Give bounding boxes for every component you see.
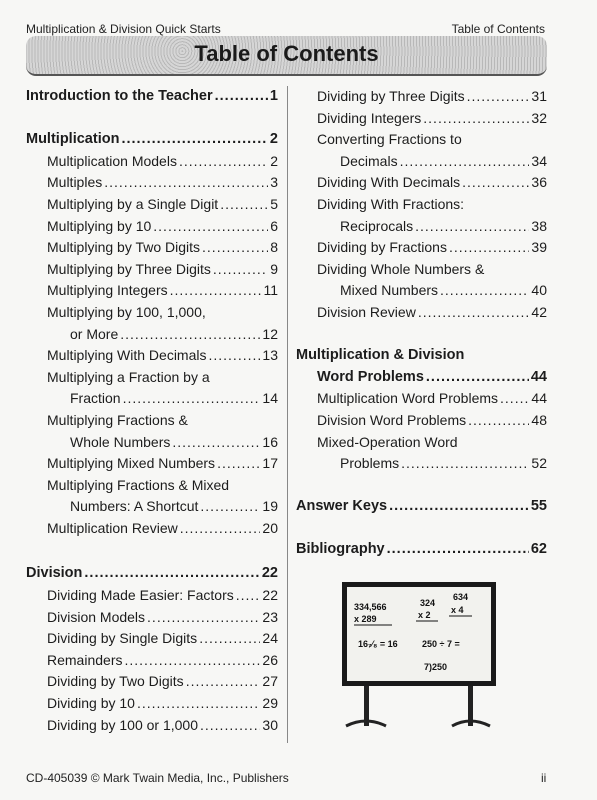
toc-entry-division[interactable] xyxy=(26,563,278,585)
toc-entry-page: 13 xyxy=(262,347,278,364)
toc-entry-page: 55 xyxy=(530,498,547,515)
toc-entry-page: 34 xyxy=(531,152,547,169)
toc-entry-title: Numbers: A Shortcut xyxy=(70,498,199,515)
leader-dots xyxy=(147,607,260,629)
leader-dots xyxy=(220,194,268,216)
toc-entry-page: 19 xyxy=(262,498,278,515)
toc-entry[interactable] xyxy=(26,628,278,650)
toc-entry-page: 39 xyxy=(531,239,547,256)
toc-entry-title: Word Problems xyxy=(317,368,424,385)
toc-entry-page: 42 xyxy=(531,303,547,320)
leader-dots xyxy=(199,628,260,650)
toc-entry[interactable] xyxy=(26,585,278,607)
toc-entry-intro[interactable] xyxy=(26,86,278,108)
toc-entry-page: 22 xyxy=(261,565,278,582)
toc-entry[interactable] xyxy=(26,280,278,302)
toc-entry-title: Decimals xyxy=(340,152,398,169)
toc-entry-page: 44 xyxy=(531,390,547,407)
board-problem-2-bottom: x 2 xyxy=(418,610,431,620)
board-problem-1-bottom: x 289 xyxy=(354,614,377,624)
toc-entry-page: 2 xyxy=(269,131,278,148)
leader-dots xyxy=(387,539,529,561)
board-problem-3-bottom: x 4 xyxy=(451,605,464,615)
toc-entry-page: 2 xyxy=(270,152,278,169)
leader-dots xyxy=(180,518,261,540)
leader-dots xyxy=(467,86,530,108)
toc-entry-title: Answer Keys xyxy=(296,498,388,515)
leader-dots xyxy=(426,367,529,389)
board-problem-1-top: 334,566 xyxy=(354,602,387,612)
leader-dots xyxy=(215,86,268,108)
toc-entry-title: Dividing by Fractions xyxy=(317,239,447,256)
toc-entry-title[interactable]: Dividing With Fractions: xyxy=(317,195,465,212)
toc-entry[interactable] xyxy=(26,607,278,629)
toc-entry-continuation[interactable] xyxy=(26,324,278,346)
leader-dots xyxy=(213,259,268,281)
chalkboard-stand xyxy=(346,680,490,726)
toc-entry-page: 48 xyxy=(531,411,547,428)
toc-right-column xyxy=(296,86,547,561)
leader-dots xyxy=(440,280,529,302)
toc-entry-title: Dividing With Decimals xyxy=(317,174,461,191)
toc-entry-page: 5 xyxy=(270,195,278,212)
toc-entry-page: 40 xyxy=(531,282,547,299)
toc-entry-page: 29 xyxy=(262,695,278,712)
column-divider xyxy=(287,86,288,743)
toc-entry[interactable] xyxy=(296,108,547,130)
leader-dots xyxy=(449,237,529,259)
toc-entry[interactable] xyxy=(26,259,278,281)
toc-entry-page: 11 xyxy=(263,282,278,299)
footer-page-number: ii xyxy=(541,771,547,785)
toc-entry-continuation[interactable] xyxy=(296,453,547,475)
toc-entry[interactable] xyxy=(296,172,547,194)
footer-publisher: CD-405039 © Mark Twain Media, Inc., Publishers xyxy=(26,771,289,785)
leader-dots xyxy=(400,151,530,173)
toc-entry-title: Fraction xyxy=(70,390,121,407)
toc-entry-title[interactable]: Multiplying Fractions & xyxy=(47,411,188,428)
board-problem-4: 16₇⁄₈ = 16 xyxy=(358,639,398,649)
toc-entry-continuation[interactable] xyxy=(296,216,547,238)
leader-dots xyxy=(179,151,268,173)
toc-entry-continuation[interactable] xyxy=(26,432,278,454)
toc-entry-title: Problems xyxy=(340,455,400,472)
toc-entry-title[interactable]: Mixed-Operation Word xyxy=(317,433,458,450)
page-title: Table of Contents xyxy=(194,41,379,66)
toc-entry-page: 32 xyxy=(531,109,547,126)
leader-dots xyxy=(84,563,259,585)
toc-entry-page: 38 xyxy=(531,217,547,234)
toc-entry-title: Dividing Made Easier: Factors xyxy=(47,587,234,604)
toc-entry-page: 22 xyxy=(262,587,278,604)
toc-entry-title: Bibliography xyxy=(296,541,385,558)
toc-entry-page: 44 xyxy=(530,368,547,385)
toc-entry[interactable] xyxy=(26,650,278,672)
toc-entry-title: Multiplying Mixed Numbers xyxy=(47,455,216,472)
toc-entry-page: 20 xyxy=(262,519,278,536)
toc-entry-page: 62 xyxy=(530,541,547,558)
leader-dots xyxy=(236,585,261,607)
toc-entry-continuation[interactable] xyxy=(296,151,547,173)
leader-dots xyxy=(208,345,260,367)
toc-entry-word-problems-title[interactable]: Multiplication & Division xyxy=(296,347,465,364)
toc-entry-title: Multiplying by Three Digits xyxy=(47,260,211,277)
leader-dots xyxy=(415,216,529,238)
toc-entry[interactable] xyxy=(26,151,278,173)
toc-entry[interactable] xyxy=(26,671,278,693)
toc-entry[interactable] xyxy=(26,194,278,216)
leader-dots xyxy=(153,216,268,238)
toc-entry-title: Multiplication Models xyxy=(47,152,177,169)
toc-entry-title: Dividing Integers xyxy=(317,109,422,126)
leader-dots xyxy=(418,302,530,324)
toc-entry-title: Multiplication xyxy=(26,131,120,148)
leader-dots xyxy=(120,324,260,346)
title-banner xyxy=(26,36,547,76)
toc-entry-title[interactable]: Multiplying a Fraction by a xyxy=(47,368,210,385)
toc-entry-page: 3 xyxy=(270,174,278,191)
toc-entry-page: 52 xyxy=(531,455,547,472)
toc-entry-page: 1 xyxy=(269,88,278,104)
section-header: Table of Contents xyxy=(451,22,545,36)
toc-entry-page: 8 xyxy=(270,239,278,256)
toc-entry-page: 36 xyxy=(531,174,547,191)
toc-entry-title: Division Word Problems xyxy=(317,411,467,428)
toc-entry-page: 9 xyxy=(270,260,278,277)
chalkboard-illustration xyxy=(340,580,500,730)
toc-entry-title: or More xyxy=(70,325,119,342)
toc-entry-multiplication[interactable] xyxy=(26,129,278,151)
toc-entry-title: Dividing by 100 or 1,000 xyxy=(47,716,198,733)
leader-dots xyxy=(200,715,260,737)
board-problem-2-top: 324 xyxy=(420,598,436,608)
toc-entry-page: 27 xyxy=(262,673,278,690)
toc-entry[interactable] xyxy=(26,453,278,475)
toc-entry[interactable] xyxy=(26,715,278,737)
toc-entry-title: Dividing by Single Digits xyxy=(47,630,198,647)
toc-entry-title: Multiplying by Two Digits xyxy=(47,239,201,256)
toc-entry-title[interactable]: Dividing Whole Numbers & xyxy=(317,260,485,277)
leader-dots xyxy=(462,172,529,194)
toc-entry-page: 6 xyxy=(270,217,278,234)
toc-entry-answer-keys[interactable] xyxy=(296,496,547,518)
toc-entry-page: 23 xyxy=(262,608,278,625)
toc-entry-page: 30 xyxy=(262,716,278,733)
toc-entry[interactable] xyxy=(296,86,547,108)
toc-entry-title: Multiplying With Decimals xyxy=(47,347,207,364)
toc-entry[interactable] xyxy=(26,237,278,259)
toc-entry-title: Reciprocals xyxy=(340,217,414,234)
toc-entry[interactable] xyxy=(26,172,278,194)
board-problem-5: 250 ÷ 7 = xyxy=(422,639,460,649)
toc-entry[interactable] xyxy=(26,345,278,367)
toc-entry-title: Introduction to the Teacher xyxy=(26,88,213,104)
toc-entry-title: Dividing by 10 xyxy=(47,695,135,712)
toc-entry-title: Multiplication Word Problems xyxy=(317,390,499,407)
leader-dots xyxy=(123,388,261,410)
leader-dots xyxy=(401,453,529,475)
toc-entry-continuation[interactable] xyxy=(296,280,547,302)
toc-entry-page: 31 xyxy=(531,88,547,104)
leader-dots xyxy=(170,280,262,302)
toc-entry-title: Multiples xyxy=(47,174,103,191)
toc-entry[interactable] xyxy=(296,410,547,432)
toc-entry-title[interactable]: Multiplying Fractions & Mixed xyxy=(47,476,230,493)
toc-entry-bibliography[interactable] xyxy=(296,539,547,561)
toc-entry-continuation[interactable] xyxy=(26,496,278,518)
toc-entry-title: Dividing by Two Digits xyxy=(47,673,184,690)
toc-entry-title[interactable]: Converting Fractions to xyxy=(317,131,462,148)
toc-entry[interactable] xyxy=(26,693,278,715)
toc-entry-page: 16 xyxy=(262,433,278,450)
toc-entry-title: Remainders xyxy=(47,651,123,668)
toc-entry-title: Division Models xyxy=(47,608,146,625)
leader-dots xyxy=(124,650,260,672)
toc-entry-word-problems[interactable] xyxy=(296,367,547,389)
toc-entry[interactable] xyxy=(296,237,547,259)
toc-entry-title: Multiplying by 10 xyxy=(47,217,152,234)
toc-entry-continuation[interactable] xyxy=(26,388,278,410)
toc-entry-title: Multiplying Integers xyxy=(47,282,168,299)
leader-dots xyxy=(202,237,268,259)
leader-dots xyxy=(172,432,260,454)
board-problem-6: 7)250 xyxy=(424,662,448,672)
toc-entry-title: Whole Numbers xyxy=(70,433,171,450)
leader-dots xyxy=(389,496,529,518)
leader-dots xyxy=(217,453,260,475)
toc-entry-page: 14 xyxy=(262,390,278,407)
leader-dots xyxy=(137,693,260,715)
leader-dots xyxy=(423,108,529,130)
leader-dots xyxy=(186,671,261,693)
board-problem-3-top: 634 xyxy=(453,592,469,602)
toc-entry-page: 26 xyxy=(262,651,278,668)
toc-entry-title: Dividing by Three Digits xyxy=(317,88,465,104)
toc-entry-title: Division xyxy=(26,565,83,582)
toc-entry-title: Division Review xyxy=(317,303,416,320)
leader-dots xyxy=(500,388,529,410)
toc-entry[interactable] xyxy=(26,216,278,238)
book-title-header: Multiplication & Division Quick Starts xyxy=(26,22,221,36)
toc-entry-title[interactable]: Multiplying by 100, 1,000, xyxy=(47,303,206,320)
toc-entry-page: 17 xyxy=(262,455,278,472)
leader-dots xyxy=(121,129,267,151)
leader-dots xyxy=(468,410,529,432)
toc-entry-page: 24 xyxy=(262,630,278,647)
toc-entry-page: 12 xyxy=(262,325,278,342)
toc-left-column xyxy=(26,86,278,736)
toc-entry[interactable] xyxy=(26,518,278,540)
toc-entry-title: Multiplying by a Single Digit xyxy=(47,195,219,212)
toc-entry[interactable] xyxy=(296,302,547,324)
toc-entry[interactable] xyxy=(296,388,547,410)
leader-dots xyxy=(104,172,268,194)
leader-dots xyxy=(200,496,260,518)
toc-entry-title: Multiplication Review xyxy=(47,519,178,536)
toc-entry-title: Mixed Numbers xyxy=(340,282,439,299)
